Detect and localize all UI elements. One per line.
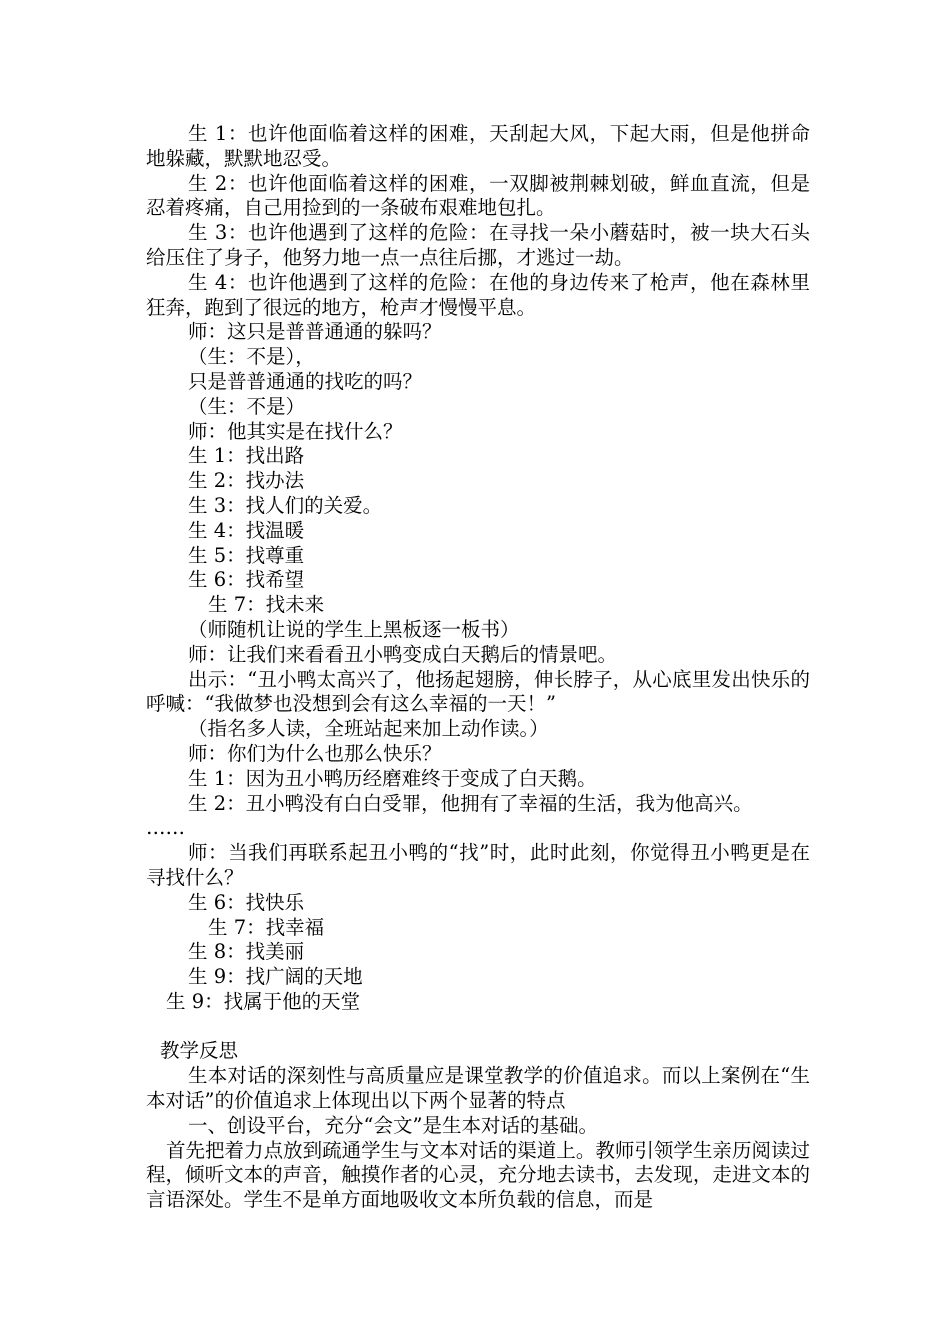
paragraph: 生 8：找美丽	[188, 940, 305, 964]
paragraph: 师：让我们来看看丑小鸭变成白天鹅后的情景吧。	[188, 642, 618, 666]
paragraph: 师：他其实是在找什么？	[188, 419, 403, 443]
paragraph: （生：不是），	[188, 345, 315, 369]
paragraph: 生本对话的深刻性与高质量应是课堂教学的价值追求。而以上案例在“生本对话”的价值追求上体现出以下两个显著的特点	[146, 1064, 810, 1113]
paragraph: 生 1：因为丑小鸭历经磨难终于变成了白天鹅。	[188, 766, 597, 790]
paragraph: 教学反思	[160, 1039, 239, 1063]
paragraph: 生 9：找属于他的天堂	[166, 989, 361, 1013]
paragraph: 生 3：也许他遇到了这样的危险：在寻找一朵小蘑菇时，被一块大石头给压住了身子，他努力地一点一点往后挪，才逃过一劫。	[146, 221, 810, 269]
paragraph: ……	[146, 816, 185, 840]
paragraph: 首先把着力点放到疏通学生与文本对话的渠道上。教师引领学生亲历阅读过程，倾听文本的声音，触摸作者的心灵，充分地去读书，去发现，走进文本的言语深处。学生不是单方面地吸收文本所负载的信息，而是	[146, 1138, 810, 1212]
paragraph: （师随机让说的学生上黑板逐一板书）	[188, 617, 520, 641]
paragraph: 只是普普通通的找吃的吗？	[188, 369, 423, 393]
paragraph: 生 3：找人们的关爱。	[188, 493, 383, 517]
paragraph: 生 4：找温暖	[188, 518, 305, 542]
paragraph: 生 4：也许他遇到了这样的危险：在他的身边传来了枪声，他在森林里狂奔，跑到了很远的地方，枪声才慢慢平息。	[146, 270, 810, 319]
paragraph: 生 2：找办法	[188, 469, 305, 493]
paragraph: 生 1：也许他面临着这样的困难，天刮起大风，下起大雨，但是他拼命地躲藏，默默地忍受。	[146, 122, 810, 170]
document-body	[146, 122, 810, 1213]
paragraph: 师：当我们再联系起丑小鸭的“找”时，此时此刻，你觉得丑小鸭更是在寻找什么？	[146, 841, 810, 889]
paragraph: 生 2：丑小鸭没有白白受罪，他拥有了幸福的生活，我为他高兴。	[188, 791, 753, 815]
paragraph: 生 7：找未来	[208, 593, 325, 617]
blank-line	[146, 1015, 810, 1040]
paragraph: 师：你们为什么也那么快乐？	[188, 741, 442, 765]
paragraph: 生 6：找快乐	[188, 890, 305, 914]
paragraph: （生：不是）	[188, 394, 306, 418]
paragraph: 生 2：也许他面临着这样的困难，一双脚被荆棘划破，鲜血直流，但是忍着疼痛，自己用捡到的一条破布艰难地包扎。	[146, 171, 810, 220]
paragraph: 一、创设平台，充分“会文”是生本对话的基础。	[188, 1113, 598, 1137]
paragraph: 师：这只是普普通通的躲吗？	[188, 320, 442, 344]
paragraph: 生 7：找幸福	[208, 915, 325, 939]
paragraph: （指名多人读，全班站起来加上动作读。）	[188, 717, 549, 741]
paragraph: 出示：“丑小鸭太高兴了，他扬起翅膀，伸长脖子，从心底里发出快乐的呼喊：“我做梦也没想到会有这么幸福的一天！”	[146, 667, 810, 716]
paragraph: 生 5：找尊重	[188, 543, 305, 567]
paragraph: 生 1：找出路	[188, 444, 305, 468]
paragraph: 生 6：找希望	[188, 568, 305, 592]
paragraph: 生 9：找广阔的天地	[188, 965, 363, 989]
